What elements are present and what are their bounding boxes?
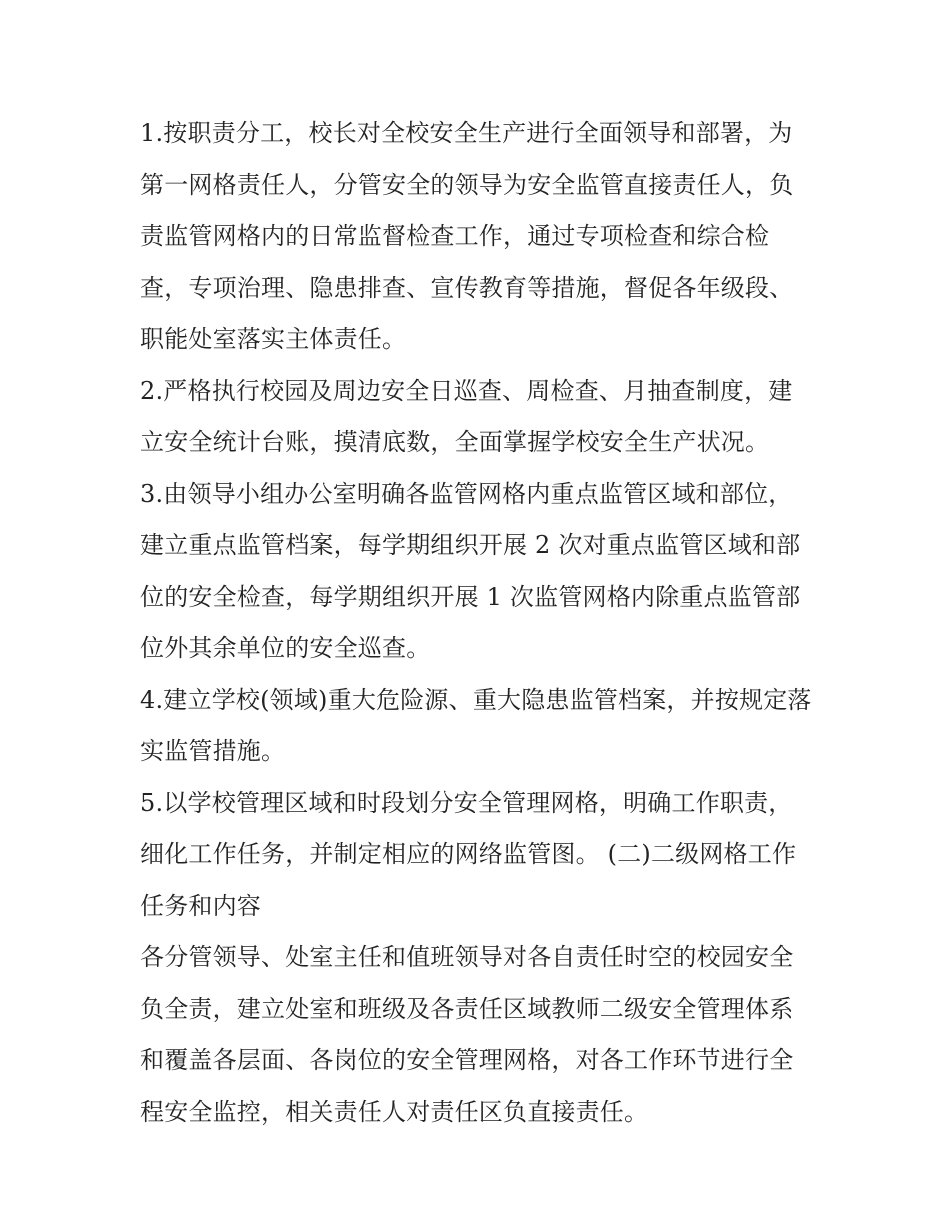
paragraph-5: 5.以学校管理区域和时段划分安全管理网格，明确工作职责，细化工作任务，并制定相应的网络监管图。 (二)二级网格工作任务和内容: [140, 788, 797, 920]
paragraph-4: 4.建立学校(领域)重大危险源、重大隐患监管档案，并按规定落实监管措施。: [140, 685, 812, 765]
paragraph-2: 2.严格执行校园及周边安全日巡查、周检查、月抽查制度，建立安全统计台账，摸清底数，全面掌握学校安全生产状况。: [140, 376, 793, 456]
paragraph-3: 3.由领导小组办公室明确各监管网格内重点监管区域和部位，建立重点监管档案，每学期组织开展 2 次对重点监管区域和部位的安全检查，每学期组织开展 1 次监管网格内除重点监管部位外其余单位的安全巡查。: [140, 479, 801, 662]
paragraph-6: 各分管领导、处室主任和值班领导对各自责任时空的校园安全负全责，建立处室和班级及各责任区域教师二级安全管理体系和覆盖各层面、各岗位的安全管理网格，对各工作环节进行全程安全监控，相关责任人对责任区负直接责任。: [140, 943, 794, 1126]
paragraph-1: 1.按职责分工，校长对全校安全生产进行全面领导和部署，为第一网格责任人，分管安全的领导为安全监管直接责任人，负责监管网格内的日常监督检查工作，通过专项检查和综合检查，专项治理、隐患排查、宣传教育等措施，督促各年级段、职能处室落实主体责任。: [140, 119, 794, 353]
document-body: [140, 108, 812, 1138]
